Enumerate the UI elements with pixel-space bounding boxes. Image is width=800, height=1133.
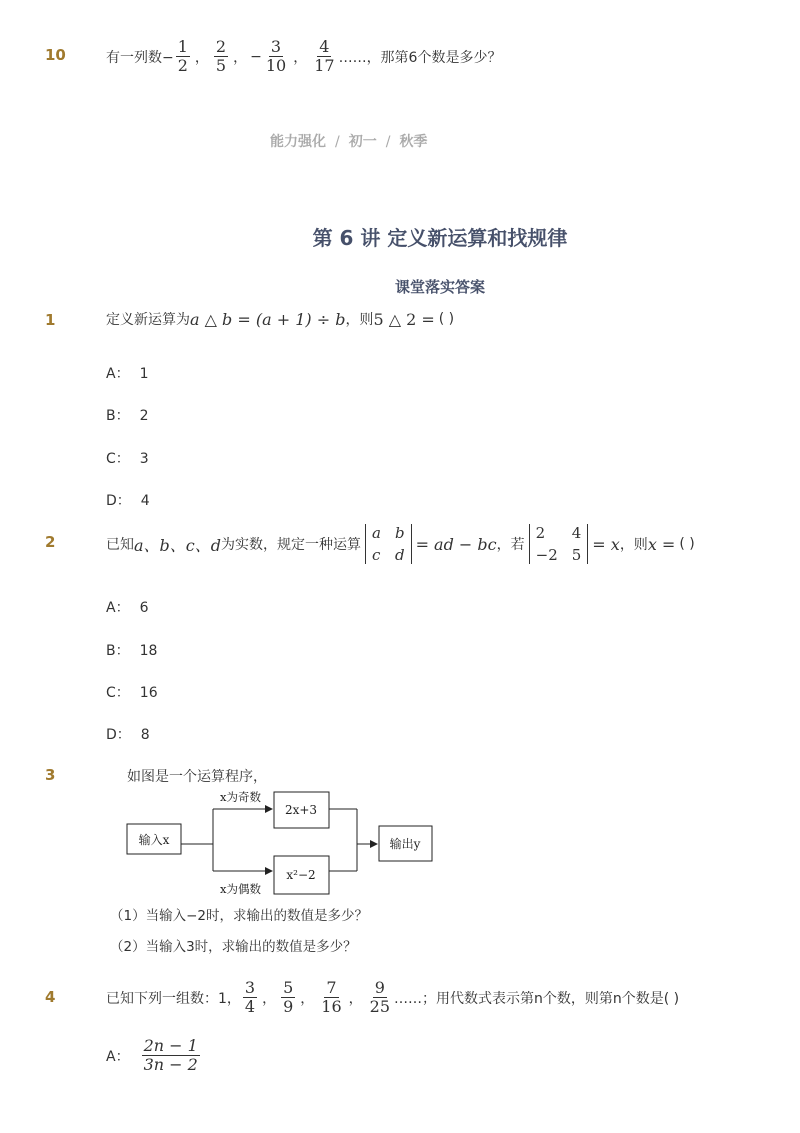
question-text: 定义新运算为 (106, 312, 190, 328)
numerator: 9 (374, 978, 385, 997)
question-2-text (106, 524, 695, 564)
matrix-entry: a (372, 524, 381, 542)
numerator: 1 (177, 37, 188, 56)
numerator: 5 (283, 978, 294, 997)
option-value: 4 (140, 493, 150, 509)
denominator: 9 (283, 997, 294, 1017)
fraction (214, 38, 228, 76)
option-a[interactable] (106, 597, 149, 617)
formula: 5 △ 2 = (373, 309, 435, 329)
option-a[interactable] (106, 1037, 202, 1075)
option-label: D： (106, 493, 131, 509)
separator: ， (194, 49, 209, 66)
question-1-text (106, 309, 454, 329)
determinant (365, 524, 412, 564)
option-d[interactable] (106, 724, 150, 744)
breadcrumb-divider: / (335, 134, 340, 150)
matrix-entry: b (394, 524, 405, 542)
numerator: 7 (326, 978, 337, 997)
question-text: 有一列数− (106, 49, 174, 66)
lesson-title: 第 6 讲 定义新运算和找规律 (312, 226, 568, 250)
matrix-entry: −2 (535, 546, 558, 564)
question-text: ……，那第6个数是多少？ (338, 49, 502, 66)
answer-blank: ( ) (438, 311, 455, 327)
minus-sign: − (250, 48, 262, 65)
option-b[interactable] (106, 640, 157, 660)
option-label: A： (106, 366, 130, 382)
formula: = x (592, 534, 620, 554)
breadcrumb-divider: / (385, 134, 391, 150)
option-label: C： (106, 685, 130, 701)
determinant (529, 524, 589, 564)
denominator: 5 (215, 56, 227, 76)
matrix-entry: 2 (535, 524, 546, 542)
fraction (312, 38, 336, 76)
input-box-label: 输入x (138, 833, 170, 847)
breadcrumb-item[interactable]: 初一 (348, 134, 377, 150)
option-b[interactable] (106, 405, 149, 425)
separator: ， (262, 990, 277, 1007)
fraction (176, 38, 190, 76)
question-number: 1 (45, 311, 56, 329)
option-label: A： (106, 600, 130, 616)
numerator: 2 (215, 37, 227, 56)
option-label: B： (106, 408, 130, 424)
fraction (281, 979, 295, 1017)
odd-branch-label: x为奇数 (220, 790, 261, 804)
option-label: D： (106, 727, 131, 743)
numerator: 4 (319, 37, 330, 56)
odd-operation-label: 2x+3 (284, 803, 318, 817)
question-4-text (106, 979, 679, 1017)
question-text: ，若 (496, 537, 525, 553)
option-value: 6 (139, 600, 149, 616)
separator: ， (348, 990, 363, 1007)
option-fraction (142, 1037, 200, 1075)
numerator: 3 (270, 37, 282, 56)
formula: x = (647, 534, 676, 554)
option-value: 2 (139, 408, 149, 424)
question-number: 3 (45, 766, 56, 784)
question-text: 已知 (106, 537, 134, 553)
separator: ， (293, 49, 308, 66)
even-operation-label: x²−2 (286, 868, 316, 882)
question-text: ，则 (619, 537, 648, 553)
question-number: 2 (45, 533, 56, 551)
matrix-entry: d (394, 546, 405, 564)
numerator: 3 (244, 978, 256, 997)
denominator: 10 (265, 56, 287, 76)
option-label: A： (106, 1048, 130, 1065)
matrix-entry: 5 (571, 546, 582, 564)
option-c[interactable] (106, 682, 158, 702)
separator: ， (233, 49, 248, 66)
breadcrumb-item[interactable]: 能力强化 (270, 134, 326, 150)
flow-diagram (120, 787, 440, 899)
matrix-entry: c (372, 546, 381, 564)
formula: = ad − bc (415, 534, 497, 554)
option-value: 16 (139, 685, 158, 701)
fraction (319, 979, 343, 1017)
question-number: 10 (45, 46, 66, 64)
matrix-entry: 4 (571, 524, 582, 542)
answer-blank: ( ) (679, 536, 695, 552)
denominator: 25 (369, 997, 391, 1017)
denominator: 2 (177, 56, 188, 76)
formula: a △ b = (a + 1) ÷ b (190, 309, 346, 329)
sub-question-1: （1）当输入−2时，求输出的数值是多少？ (110, 908, 368, 924)
option-value: 8 (140, 727, 150, 743)
denominator: 17 (314, 56, 335, 76)
even-branch-label: x为偶数 (220, 882, 261, 896)
fraction (368, 979, 392, 1017)
option-c[interactable] (106, 448, 149, 468)
numerator: 2n − 1 (143, 1036, 198, 1055)
question-10-text (106, 38, 501, 76)
breadcrumb-item[interactable]: 秋季 (399, 134, 428, 150)
question-text: 如图是一个运算程序， (127, 769, 267, 785)
fraction (264, 38, 288, 76)
denominator: 16 (321, 997, 342, 1017)
question-number: 4 (45, 988, 56, 1006)
option-d[interactable] (106, 490, 150, 510)
option-value: 18 (139, 643, 158, 659)
option-a[interactable] (106, 363, 149, 383)
option-label: C： (106, 451, 130, 467)
formula: a、b、c、d (134, 535, 221, 555)
option-value: 3 (139, 451, 149, 467)
question-text: ……；用代数式表示第n个数，则第n个数是( ) (394, 990, 680, 1007)
breadcrumb (270, 131, 427, 151)
option-label: B： (106, 643, 130, 659)
separator: ， (300, 990, 315, 1007)
question-text: 为实数，规定一种运算 (221, 537, 361, 553)
sub-question-2: （2）当输入3时，求输出的数值是多少？ (110, 939, 357, 955)
option-value: 1 (139, 366, 149, 382)
question-text: ，则 (345, 312, 374, 328)
denominator: 4 (244, 997, 256, 1017)
section-title: 课堂落实答案 (394, 278, 485, 296)
fraction (243, 979, 257, 1017)
output-box-label: 输出y (389, 837, 421, 851)
question-text: 已知下列一组数：1， (106, 990, 241, 1007)
denominator: 3n − 2 (143, 1055, 198, 1075)
